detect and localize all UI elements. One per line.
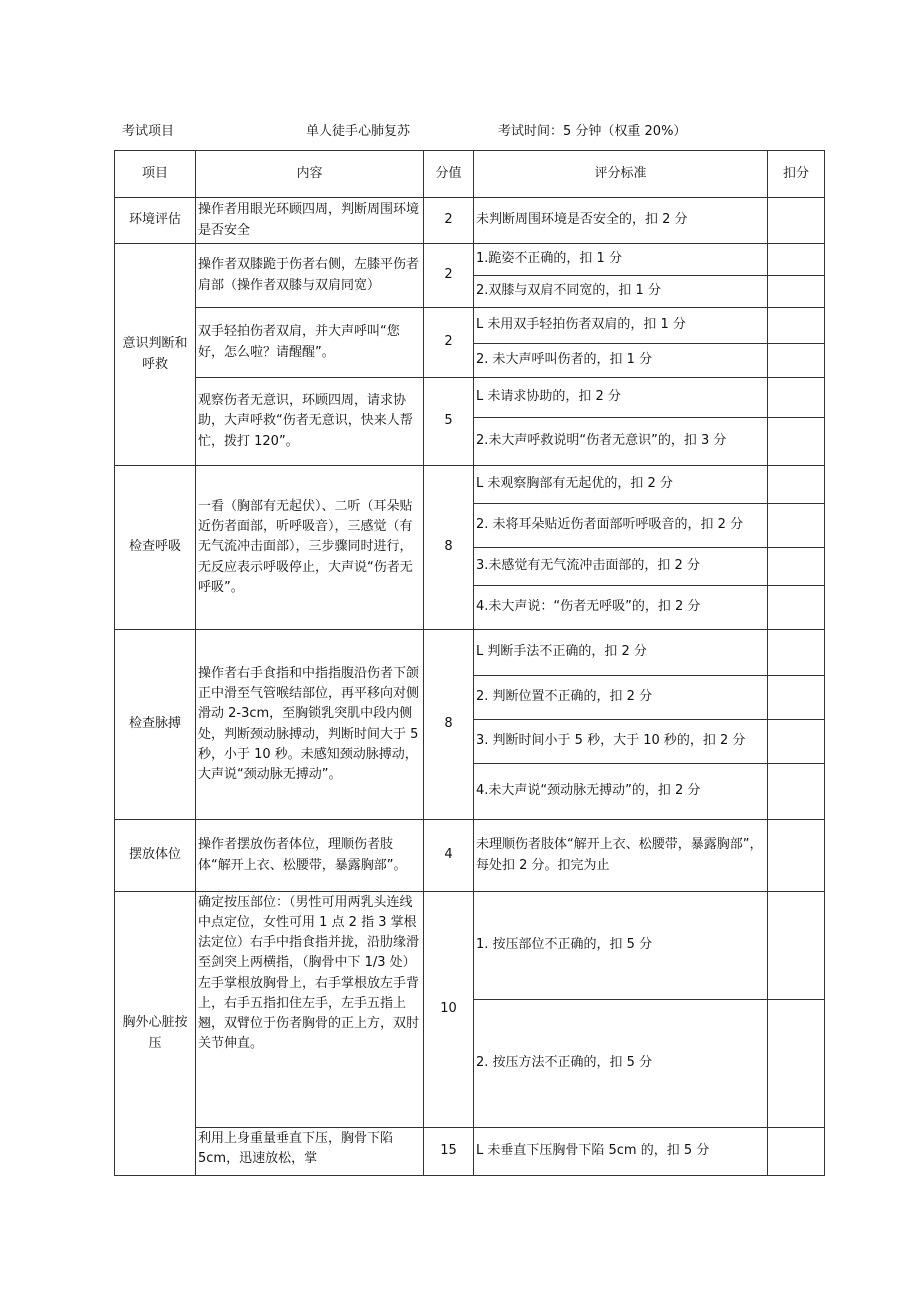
exam-time: 考试时间：5 分钟（权重 20%） bbox=[498, 124, 687, 139]
deduction-cell[interactable] bbox=[768, 676, 825, 720]
criteria-cell: L 未请求协助的，扣 2 分 bbox=[474, 378, 768, 418]
item-score: 15 bbox=[424, 1128, 474, 1176]
table-row bbox=[115, 244, 825, 276]
criteria-cell: L 未垂直下压胸骨下陷 5cm 的，扣 5 分 bbox=[474, 1128, 768, 1176]
criteria-cell: 未判断周围环境是否安全的，扣 2 分 bbox=[474, 198, 768, 244]
criteria-cell: 2. 判断位置不正确的，扣 2 分 bbox=[474, 676, 768, 720]
section-name: 胸外心脏按压 bbox=[115, 892, 196, 1176]
item-content: 一看（胸部有无起伏）、二听（耳朵贴近伤者面部，听呼吸音），三感觉（有无气流冲击面部），三步骤同时进行，无反应表示呼吸停止，大声说“伤者无呼吸”。 bbox=[196, 466, 424, 630]
col-header-deduction: 扣分 bbox=[768, 151, 825, 198]
criteria-cell: 未理顺伤者肢体“解开上衣、松腰带，暴露胸部”，每处扣 2 分。扣完为止 bbox=[474, 820, 768, 892]
table-row bbox=[115, 892, 825, 1000]
item-score: 8 bbox=[424, 630, 474, 820]
deduction-cell[interactable] bbox=[768, 548, 825, 586]
deduction-cell[interactable] bbox=[768, 764, 825, 820]
deduction-cell[interactable] bbox=[768, 1128, 825, 1176]
criteria-cell: 2. 按压方法不正确的，扣 5 分 bbox=[474, 1000, 768, 1128]
item-content: 操作者双膝跪于伤者右侧，左膝平伤者肩部（操作者双膝与双肩同宽） bbox=[196, 244, 424, 308]
section-name: 检查脉搏 bbox=[115, 630, 196, 820]
item-score: 2 bbox=[424, 244, 474, 308]
criteria-cell: 4.未大声说“颈动脉无搏动”的，扣 2 分 bbox=[474, 764, 768, 820]
col-header-item: 项目 bbox=[115, 151, 196, 198]
table-row bbox=[115, 378, 825, 418]
table-row bbox=[115, 466, 825, 504]
criteria-cell: 4.未大声说：“伤者无呼吸”的，扣 2 分 bbox=[474, 586, 768, 630]
deduction-cell[interactable] bbox=[768, 720, 825, 764]
scoring-table bbox=[114, 150, 825, 1176]
table-row bbox=[115, 820, 825, 892]
table-row bbox=[115, 308, 825, 344]
deduction-cell[interactable] bbox=[768, 466, 825, 504]
deduction-cell[interactable] bbox=[768, 244, 825, 276]
item-content: 确定按压部位：（男性可用两乳头连线中点定位，女性可用 1 点 2 指 3 掌根法定位）右手中指食指并拢，沿肋缘滑至剑突上两横指，（胸骨中下 1/3 处）左手掌根放胸骨上，右手掌根放左手背上，右手五指扣住左手，左手五指上翘，双臂位于伤者胸骨的正上方，双肘关节伸直。 bbox=[196, 892, 424, 1128]
table-row bbox=[115, 1128, 825, 1176]
deduction-cell[interactable] bbox=[768, 418, 825, 466]
deduction-cell[interactable] bbox=[768, 630, 825, 676]
col-header-content: 内容 bbox=[196, 151, 424, 198]
table-row bbox=[115, 198, 825, 244]
criteria-cell: L 未用双手轻拍伤者双肩的，扣 1 分 bbox=[474, 308, 768, 344]
item-score: 8 bbox=[424, 466, 474, 630]
section-name: 意识判断和呼救 bbox=[115, 244, 196, 466]
criteria-cell: L 判断手法不正确的，扣 2 分 bbox=[474, 630, 768, 676]
section-name: 摆放体位 bbox=[115, 820, 196, 892]
col-header-score: 分值 bbox=[424, 151, 474, 198]
item-content: 观察伤者无意识，环顾四周，请求协助，大声呼救“伤者无意识，快来人帮忙，拨打 120”。 bbox=[196, 378, 424, 466]
criteria-cell: 3.未感觉有无气流冲击面部的，扣 2 分 bbox=[474, 548, 768, 586]
item-score: 2 bbox=[424, 198, 474, 244]
deduction-cell[interactable] bbox=[768, 820, 825, 892]
criteria-cell: 2. 未大声呼叫伤者的，扣 1 分 bbox=[474, 344, 768, 378]
col-header-criteria: 评分标准 bbox=[474, 151, 768, 198]
criteria-cell: 2.双膝与双肩不同宽的，扣 1 分 bbox=[474, 276, 768, 308]
item-score: 10 bbox=[424, 892, 474, 1128]
deduction-cell[interactable] bbox=[768, 1000, 825, 1128]
item-content: 双手轻拍伤者双肩，并大声呼叫“您好，怎么啦？请醒醒”。 bbox=[196, 308, 424, 378]
table-header-row bbox=[115, 151, 825, 198]
deduction-cell[interactable] bbox=[768, 378, 825, 418]
deduction-cell[interactable] bbox=[768, 308, 825, 344]
exam-header bbox=[0, 120, 920, 140]
section-name: 检查呼吸 bbox=[115, 466, 196, 630]
table-row bbox=[115, 630, 825, 676]
item-content: 操作者摆放伤者体位，理顺伤者肢体“解开上衣、松腰带，暴露胸部”。 bbox=[196, 820, 424, 892]
section-name: 环境评估 bbox=[115, 198, 196, 244]
item-content: 操作者用眼光环顾四周，判断周围环境是否安全 bbox=[196, 198, 424, 244]
deduction-cell[interactable] bbox=[768, 198, 825, 244]
item-content: 操作者右手食指和中指指腹沿伤者下颌正中滑至气管喉结部位，再平移向对侧滑动 2-3cm，至胸锁乳突肌中段内侧处，判断颈动脉搏动，判断时间大于 5 秒，小于 10 秒。未感知颈动脉搏动，大声说“颈动脉无搏动”。 bbox=[196, 630, 424, 820]
deduction-cell[interactable] bbox=[768, 586, 825, 630]
item-score: 5 bbox=[424, 378, 474, 466]
criteria-cell: L 未观察胸部有无起优的，扣 2 分 bbox=[474, 466, 768, 504]
criteria-cell: 1.跪姿不正确的，扣 1 分 bbox=[474, 244, 768, 276]
deduction-cell[interactable] bbox=[768, 276, 825, 308]
exam-item-label: 考试项目 bbox=[122, 124, 175, 139]
item-content: 利用上身重量垂直下压，胸骨下陷 5cm，迅速放松，掌 bbox=[196, 1128, 424, 1176]
deduction-cell[interactable] bbox=[768, 504, 825, 548]
criteria-cell: 2.未大声呼救说明“伤者无意识”的，扣 3 分 bbox=[474, 418, 768, 466]
criteria-cell: 3. 判断时间小于 5 秒，大于 10 秒的，扣 2 分 bbox=[474, 720, 768, 764]
criteria-cell: 1. 按压部位不正确的，扣 5 分 bbox=[474, 892, 768, 1000]
item-score: 4 bbox=[424, 820, 474, 892]
item-score: 2 bbox=[424, 308, 474, 378]
deduction-cell[interactable] bbox=[768, 344, 825, 378]
criteria-cell: 2. 未将耳朵贴近伤者面部听呼吸音的，扣 2 分 bbox=[474, 504, 768, 548]
exam-name: 单人徒手心肺复苏 bbox=[306, 124, 411, 139]
deduction-cell[interactable] bbox=[768, 892, 825, 1000]
